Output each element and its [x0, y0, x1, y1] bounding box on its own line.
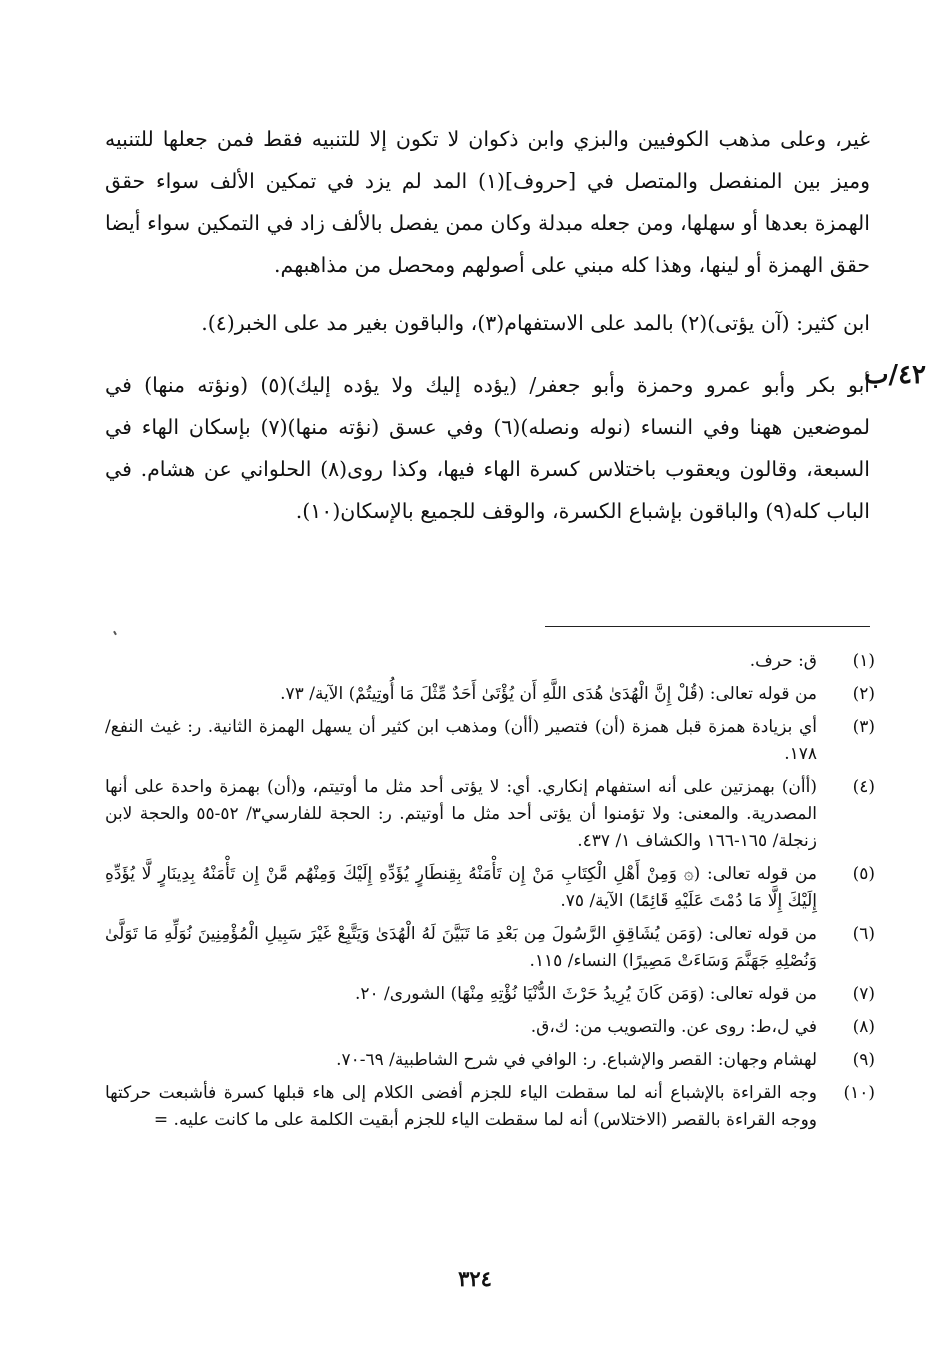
footnote [105, 774, 875, 855]
footnote-text: وجه القراءة بالإشباع أنه لما سقطت الياء للجزم أفضى الكلام إلى هاء قبلها كسرة فأشبعت حركتها ووجه القراءة بالقصر (الاختلاس) أنه لما سقطت الياء للجزم أبقيت الكلمة على ما كانت عليه. = [105, 1083, 817, 1130]
footnote-text: من قوله تعالى: (۞ وَمِنْ أَهْلِ الْكِتَابِ مَنْ إِن تَأْمَنْهُ بِقِنطَارٍ يُؤَدِّهِ إِلَيْكَ وَمِنْهُم مَّنْ إِن تَأْمَنْهُ بِدِينَارٍ لَّا يُؤَدِّهِ إِلَيْكَ إِلَّا مَا دُمْتَ عَلَيْهِ قَائِمًا) الآية/ ٧٥. [105, 864, 817, 911]
footnote [105, 681, 875, 708]
footnote-number: (٢) [852, 684, 875, 704]
footnote [105, 921, 875, 975]
footnote-number: (٦) [852, 924, 875, 944]
footnote-text: ق: حرف. [749, 651, 817, 671]
paragraph-3: أبو بكر وأبو عمرو وحمزة وأبو جعفر/ (يؤده إليك ولا يؤده إليك)(٥) (ونؤته منها) في لموضعين ههنا وفي النساء (نوله ونصله)(٦) وفي عسق (نؤته منها)(٧) بإسكان الهاء في السبعة، وقالون ويعقوب باختلاس كسرة الهاء فيها، وكذا روى(٨) الحلواني عن هشام. في الباب كله(٩) والباقون بإشباع الكسرة، والوقف للجميع بالإسكان(١٠). [105, 373, 870, 523]
main-text [105, 118, 870, 532]
paragraph-1: غير، وعلى مذهب الكوفيين والبزي وابن ذكوان لا تكون إلا للتنبيه فقط فمن جعلها للتنبيه وميز بين المنفصل والمتصل في [حروف](١) المد لم يزد في تمكين الألف سواء حقق الهمزة بعدها أو سهلها، ومن جعله مبدلة وكان ممن يفصل بالألف زاد في التمكين سواء أيضا حقق الهمزة أو لينها، وهذا كله مبني على أصولهم ومحصل من مذاهبهم. [105, 127, 870, 277]
footnote-text: لهشام وجهان: القصر والإشباع. ر: الوافي في شرح الشاطبية/ ٦٩-٧٠. [336, 1050, 817, 1070]
page-number: ٣٢٤ [458, 1266, 492, 1291]
paragraph-2: ابن كثير: (آن يؤتى)(٢) بالمد على الاستفهام(٣)، والباقون بغير مد على الخبر(٤). [201, 311, 870, 335]
footnote-text: من قوله تعالى: (وَمَن كَانَ يُرِيدُ حَرْثَ الدُّنْيَا نُؤْتِهِ مِنْهَا) الشورى/ ٢٠. [354, 984, 817, 1004]
footnote [105, 714, 875, 768]
footnote-text: (أأن) بهمزتين على أنه استفهام إنكاري. أي: لا يؤتى أحد مثل ما أوتيتم، و(أن) بهمزة واحدة على أنها المصدرية. والمعنى: ولا تؤمنوا أن يؤتى أحد مثل ما أوتيتم. ر: الحجة للفارسي٣/ ٥٢-٥٥ والحجة لابن زنجلة/ ١٦٥-١٦٦ والكشاف ١/ ٤٣٧. [105, 777, 817, 851]
footnote-number: (٨) [852, 1017, 875, 1037]
footnote-text: أي بزيادة همزة قبل همزة (أن) فتصير (أأن) ومذهب ابن كثير أن يسهل الهمزة الثانية. ر: غيث النفع/١٧٨. [105, 717, 817, 764]
ink-speck [113, 631, 117, 635]
footnote [105, 861, 875, 915]
footnote [105, 981, 875, 1008]
footnote [105, 1014, 875, 1041]
footnote-number: (١) [852, 651, 875, 671]
footnote-number: (١٠) [843, 1083, 875, 1103]
margin-folio-note: ٤٢/ب [864, 360, 926, 390]
footnote-number: (٥) [852, 864, 875, 884]
footnote [105, 1047, 875, 1074]
footnote-number: (٩) [852, 1050, 875, 1070]
footnote-text: من قوله تعالى: (وَمَن يُشَاقِقِ الرَّسُولَ مِن بَعْدِ مَا تَبَيَّنَ لَهُ الْهُدَىٰ وَيَتَّبِعْ غَيْرَ سَبِيلِ الْمُؤْمِنِينَ نُوَلِّهِ مَا تَوَلَّىٰ وَنُصْلِهِ جَهَنَّمَ وَسَاءَتْ مَصِيرًا) النساء/ ١١٥. [105, 924, 817, 971]
footnote-number: (٣) [852, 717, 875, 737]
footnote-separator [545, 626, 870, 627]
footnote-number: (٧) [852, 984, 875, 1004]
footnote [105, 648, 875, 675]
footnote-number: (٤) [852, 777, 875, 797]
footnotes [105, 648, 875, 1140]
footnote-text: من قوله تعالى: (قُلْ إِنَّ الْهُدَىٰ هُدَى اللَّهِ أَن يُؤْتَىٰ أَحَدٌ مِّثْلَ مَا أُوتِيتُمْ) الآية/ ٧٣. [280, 684, 817, 704]
footnote [105, 1080, 875, 1134]
footnote-text: في ل،ط: روى عن. والتصويب من: ك،ق. [530, 1017, 817, 1037]
